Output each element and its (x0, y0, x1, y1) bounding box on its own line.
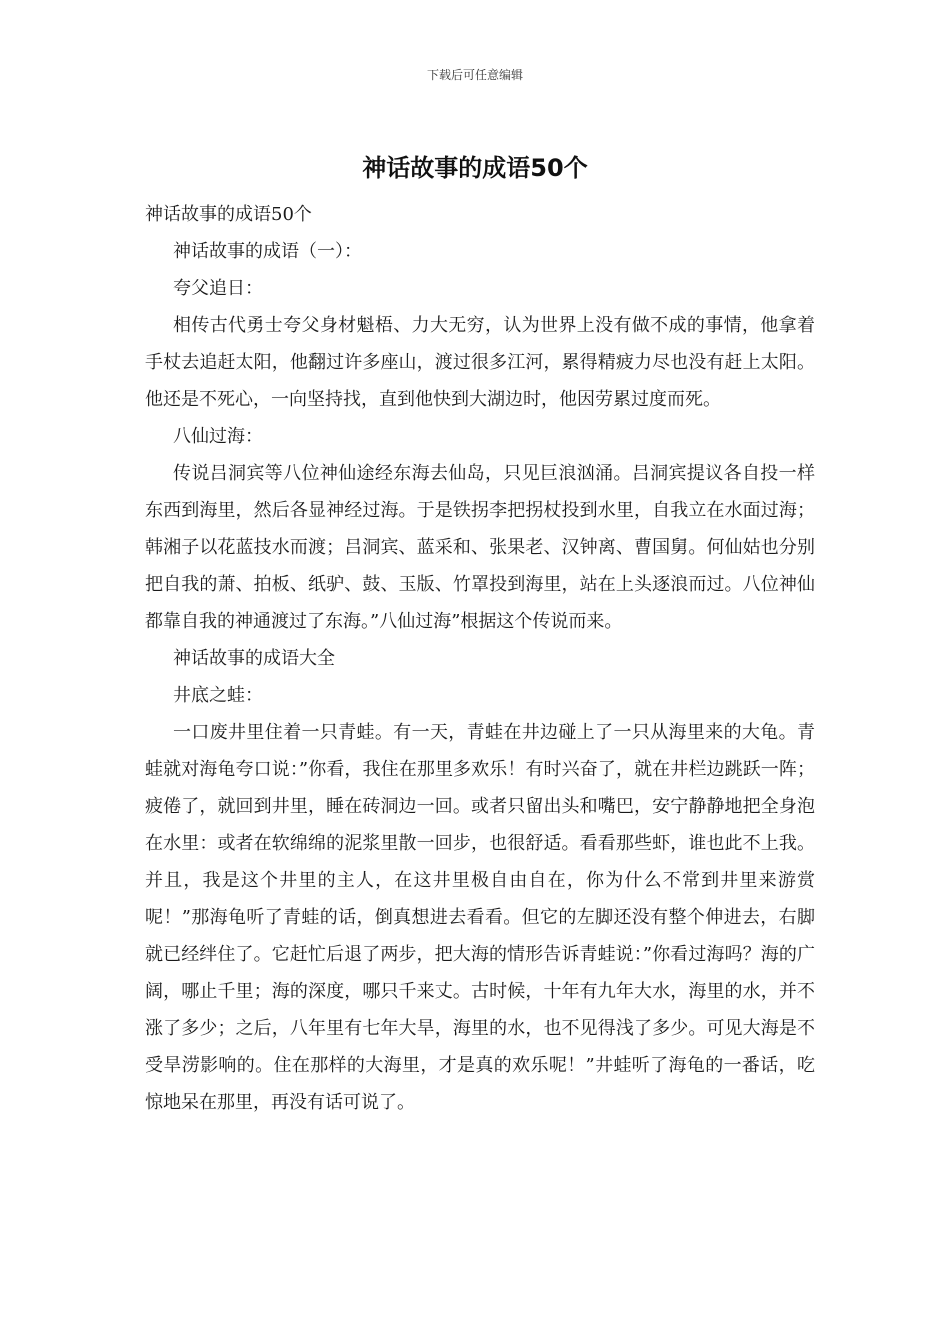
paragraph: 相传古代勇士夸父身材魁梧、力大无穷，认为世界上没有做不成的事情，他拿着手杖去追赶太阳，他翻过许多座山，渡过很多江河，累得精疲力尽也没有赶上太阳。他还是不死心，一向坚持找，直到他快到大湖边时，他因劳累过度而死。 (145, 315, 815, 410)
paragraph: 井底之蛙： (173, 685, 263, 706)
paragraph: 八仙过海： (173, 426, 263, 447)
paragraph: 神话故事的成语（一）： (173, 241, 362, 262)
paragraph: 神话故事的成语大全 (173, 648, 335, 669)
paragraph: 一口废井里住着一只青蛙。有一天，青蛙在井边碰上了一只从海里来的大龟。青蛙就对海龟夸口说：”你看，我住在那里多欢乐！有时兴奋了，就在井栏边跳跃一阵；疲倦了，就回到井里，睡在砖洞边一回。或者只留出头和嘴巴，安宁静静地把全身泡在水里：或者在软绵绵的泥浆里散一回步，也很舒适。看看那些虾，谁也此不上我。并且，我是这个井里的主人，在这井里极自由自在，你为什么不常到井里来游赏呢！”那海龟听了青蛙的话，倒真想进去看看。但它的左脚还没有整个伸进去，右脚就已经绊住了。它赶忙后退了两步，把大海的情形告诉青蛙说：”你看过海吗？海的广阔，哪止千里；海的深度，哪只千来丈。古时候，十年有九年大水，海里的水，并不涨了多少；之后，八年里有七年大旱，海里的水，也不见得浅了多少。可见大海是不受旱涝影响的。住在那样的大海里，才是真的欢乐呢！”井蛙听了海龟的一番话，吃惊地呆在那里，再没有话可说了。 (145, 722, 815, 1113)
document-body (145, 196, 815, 1121)
paragraph: 神话故事的成语50个 (145, 204, 312, 225)
page-title: 神话故事的成语50个 (362, 154, 588, 182)
paragraph: 传说吕洞宾等八位神仙途经东海去仙岛，只见巨浪汹涌。吕洞宾提议各自投一样东西到海里，然后各显神经过海。于是铁拐李把拐杖投到水里，自我立在水面过海；韩湘子以花蓝技水而渡；吕洞宾、蓝采和、张果老、汉钟离、曹国舅。何仙姑也分别把自我的萧、拍板、纸驴、鼓、玉版、竹罩投到海里，站在上头逐浪而过。八位神仙都靠自我的神通渡过了东海。”八仙过海”根据这个传说而来。 (145, 463, 815, 632)
header-note: 下载后可任意编辑 (426, 68, 523, 82)
paragraph: 夸父追日： (173, 278, 263, 299)
